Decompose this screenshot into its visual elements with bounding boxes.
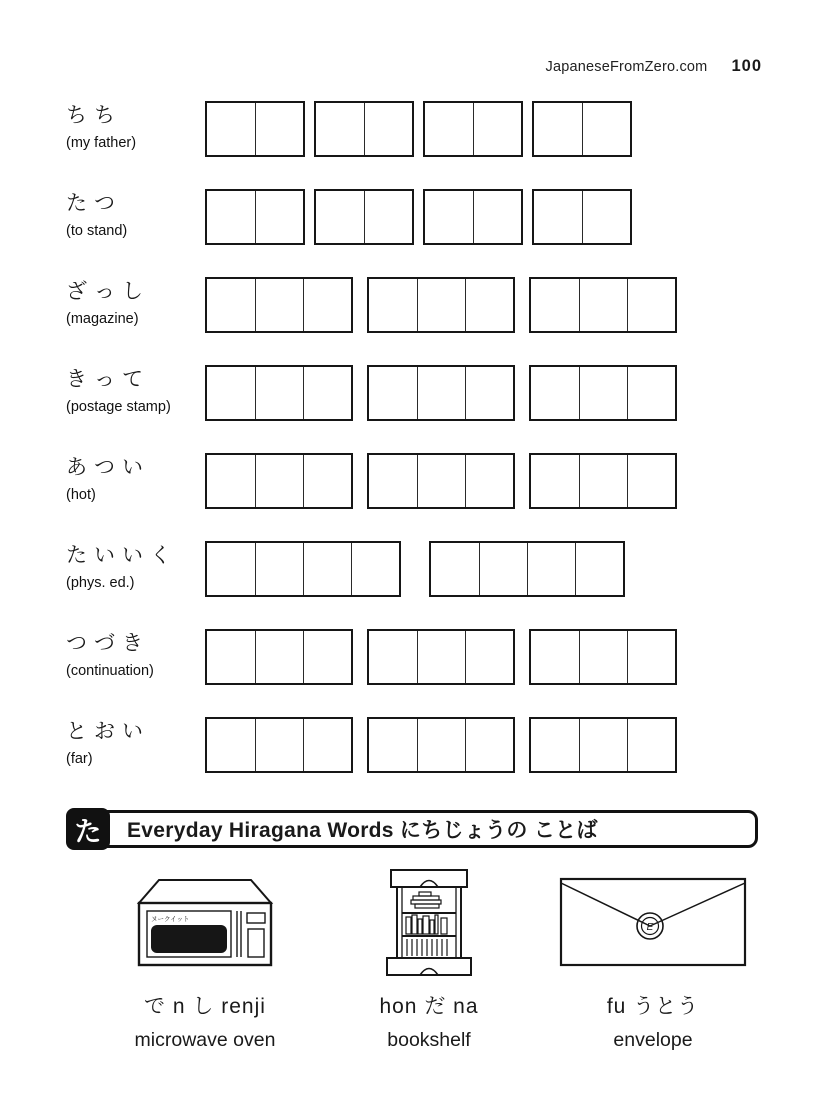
writing-cell	[473, 103, 521, 155]
writing-cell	[417, 455, 465, 507]
writing-box-groups	[205, 365, 677, 421]
microwave-window	[151, 925, 227, 953]
writing-cell	[364, 103, 412, 155]
writing-cell	[369, 719, 417, 771]
writing-box-group	[532, 189, 632, 245]
writing-cell	[575, 543, 623, 595]
vocab-item-bookshelf	[344, 866, 514, 1052]
envelope-image	[558, 866, 748, 978]
microwave-oven-image	[135, 866, 275, 978]
vocab-item-envelope	[533, 866, 773, 1052]
writing-cell	[579, 455, 627, 507]
writing-cell	[531, 367, 579, 419]
writing-box-group	[529, 277, 677, 333]
vocab-item-microwave	[85, 866, 325, 1052]
writing-cell	[207, 191, 255, 243]
kana-word: たつ	[66, 192, 122, 215]
writing-cell	[207, 103, 255, 155]
writing-box-group	[367, 717, 515, 773]
writing-cell	[627, 455, 675, 507]
practice-row	[66, 277, 766, 333]
writing-cell	[364, 191, 412, 243]
vocab-caption	[135, 978, 276, 1052]
kana-badge: た	[66, 808, 110, 850]
writing-cell	[303, 719, 351, 771]
writing-cell	[534, 103, 582, 155]
writing-cell	[473, 191, 521, 243]
writing-cell	[479, 543, 527, 595]
writing-box-group	[205, 717, 353, 773]
writing-box-group	[529, 717, 677, 773]
writing-cell	[207, 279, 255, 331]
writing-cell	[465, 631, 513, 683]
writing-box-group	[205, 101, 305, 157]
writing-practice-section	[66, 101, 766, 805]
writing-box-group	[423, 189, 523, 245]
english-meaning: (postage stamp)	[66, 399, 171, 416]
writing-cell	[255, 367, 303, 419]
writing-cell	[255, 631, 303, 683]
writing-cell	[255, 543, 303, 595]
writing-cell	[351, 543, 399, 595]
writing-cell	[431, 543, 479, 595]
writing-box-group	[205, 541, 401, 597]
writing-cell	[579, 279, 627, 331]
writing-cell	[579, 367, 627, 419]
writing-box-group	[205, 365, 353, 421]
writing-cell	[303, 631, 351, 683]
writing-box-group	[423, 101, 523, 157]
writing-box-group	[205, 453, 353, 509]
english-meaning: (hot)	[66, 487, 96, 504]
writing-box-groups	[205, 717, 677, 773]
practice-row	[66, 717, 766, 773]
english-meaning: (to stand)	[66, 223, 128, 240]
practice-row-label	[66, 541, 205, 591]
writing-cell	[255, 719, 303, 771]
writing-cell	[579, 719, 627, 771]
writing-box-groups	[205, 189, 632, 245]
vocab-caption	[379, 978, 478, 1052]
kana-word: つづき	[66, 632, 150, 655]
practice-row-label	[66, 365, 205, 415]
writing-cell	[417, 279, 465, 331]
microwave-brand-label: ヌークイット	[151, 915, 190, 923]
writing-cell	[255, 279, 303, 331]
writing-box-group	[367, 365, 515, 421]
site-name: JapaneseFromZero.com	[545, 59, 708, 75]
writing-cell	[255, 103, 303, 155]
writing-cell	[531, 455, 579, 507]
english-meaning: (my father)	[66, 135, 137, 152]
practice-row-label	[66, 101, 205, 151]
writing-cell	[417, 719, 465, 771]
writing-box-group	[367, 629, 515, 685]
practice-row	[66, 189, 766, 245]
writing-cell	[303, 367, 351, 419]
page-number: 100	[731, 57, 762, 75]
writing-cell	[531, 719, 579, 771]
writing-cell	[627, 367, 675, 419]
vocab-reading: hon だ na	[379, 995, 479, 1018]
writing-cell	[207, 719, 255, 771]
writing-cell	[369, 455, 417, 507]
vocab-reading: fu うとう	[606, 995, 700, 1018]
practice-row	[66, 629, 766, 685]
writing-cell	[316, 103, 364, 155]
writing-cell	[534, 191, 582, 243]
kana-word: ちち	[66, 104, 122, 127]
bookshelf-image	[385, 866, 473, 978]
english-meaning: (magazine)	[66, 311, 139, 328]
writing-cell	[531, 279, 579, 331]
writing-box-groups	[205, 541, 625, 597]
kana-word: きって	[66, 368, 150, 391]
writing-cell	[465, 455, 513, 507]
writing-box-group	[205, 629, 353, 685]
writing-box-group	[205, 189, 305, 245]
microwave-button-panel	[248, 929, 264, 957]
writing-box-group	[314, 189, 414, 245]
writing-cell	[579, 631, 627, 683]
practice-row	[66, 541, 766, 597]
kana-word: とおい	[66, 720, 150, 743]
writing-cell	[255, 191, 303, 243]
writing-cell	[417, 367, 465, 419]
writing-cell	[627, 719, 675, 771]
writing-box-groups	[205, 629, 677, 685]
writing-box-group	[529, 629, 677, 685]
practice-row	[66, 453, 766, 509]
kana-word: たいいく	[66, 544, 178, 567]
writing-box-group	[529, 453, 677, 509]
vocabulary-section	[85, 866, 773, 1052]
kana-word: あつい	[66, 456, 150, 479]
writing-cell	[207, 631, 255, 683]
english-meaning: (continuation)	[66, 663, 154, 680]
practice-row	[66, 365, 766, 421]
writing-cell	[417, 631, 465, 683]
practice-row	[66, 101, 766, 157]
writing-cell	[465, 719, 513, 771]
writing-box-group	[367, 277, 515, 333]
practice-row-label	[66, 189, 205, 239]
writing-cell	[369, 279, 417, 331]
writing-cell	[582, 103, 630, 155]
writing-box-group	[205, 277, 353, 333]
vocab-caption	[607, 978, 699, 1052]
vocab-english: envelope	[613, 1029, 693, 1051]
writing-cell	[425, 191, 473, 243]
kana-word: ざっし	[66, 280, 150, 303]
writing-cell	[582, 191, 630, 243]
section-title: Everyday Hiragana Words にちじょうの ことば	[127, 819, 598, 842]
practice-row-label	[66, 717, 205, 767]
writing-cell	[369, 367, 417, 419]
vocab-english: bookshelf	[387, 1029, 471, 1051]
english-meaning: (far)	[66, 751, 93, 768]
writing-cell	[255, 455, 303, 507]
writing-box-group	[367, 453, 515, 509]
writing-cell	[425, 103, 473, 155]
writing-cell	[627, 279, 675, 331]
practice-row-label	[66, 453, 205, 503]
writing-cell	[627, 631, 675, 683]
writing-cell	[527, 543, 575, 595]
writing-cell	[465, 367, 513, 419]
writing-box-group	[532, 101, 632, 157]
writing-box-groups	[205, 101, 632, 157]
vocab-english: microwave oven	[134, 1029, 276, 1051]
writing-cell	[465, 279, 513, 331]
english-meaning: (phys. ed.)	[66, 575, 135, 592]
writing-box-groups	[205, 277, 677, 333]
section-header	[66, 808, 758, 850]
writing-cell	[316, 191, 364, 243]
writing-cell	[207, 455, 255, 507]
writing-cell	[303, 455, 351, 507]
writing-box-group	[529, 365, 677, 421]
writing-cell	[303, 279, 351, 331]
writing-cell	[207, 543, 255, 595]
microwave-display	[247, 913, 265, 923]
writing-box-group	[429, 541, 625, 597]
section-title-box	[88, 810, 758, 848]
practice-row-label	[66, 277, 205, 327]
writing-box-groups	[205, 453, 677, 509]
writing-cell	[531, 631, 579, 683]
page-header	[546, 57, 762, 76]
seal-letter: E	[646, 922, 654, 933]
writing-cell	[303, 543, 351, 595]
vocab-reading: で n し renji	[144, 995, 266, 1018]
writing-cell	[369, 631, 417, 683]
writing-box-group	[314, 101, 414, 157]
writing-cell	[207, 367, 255, 419]
practice-row-label	[66, 629, 205, 679]
